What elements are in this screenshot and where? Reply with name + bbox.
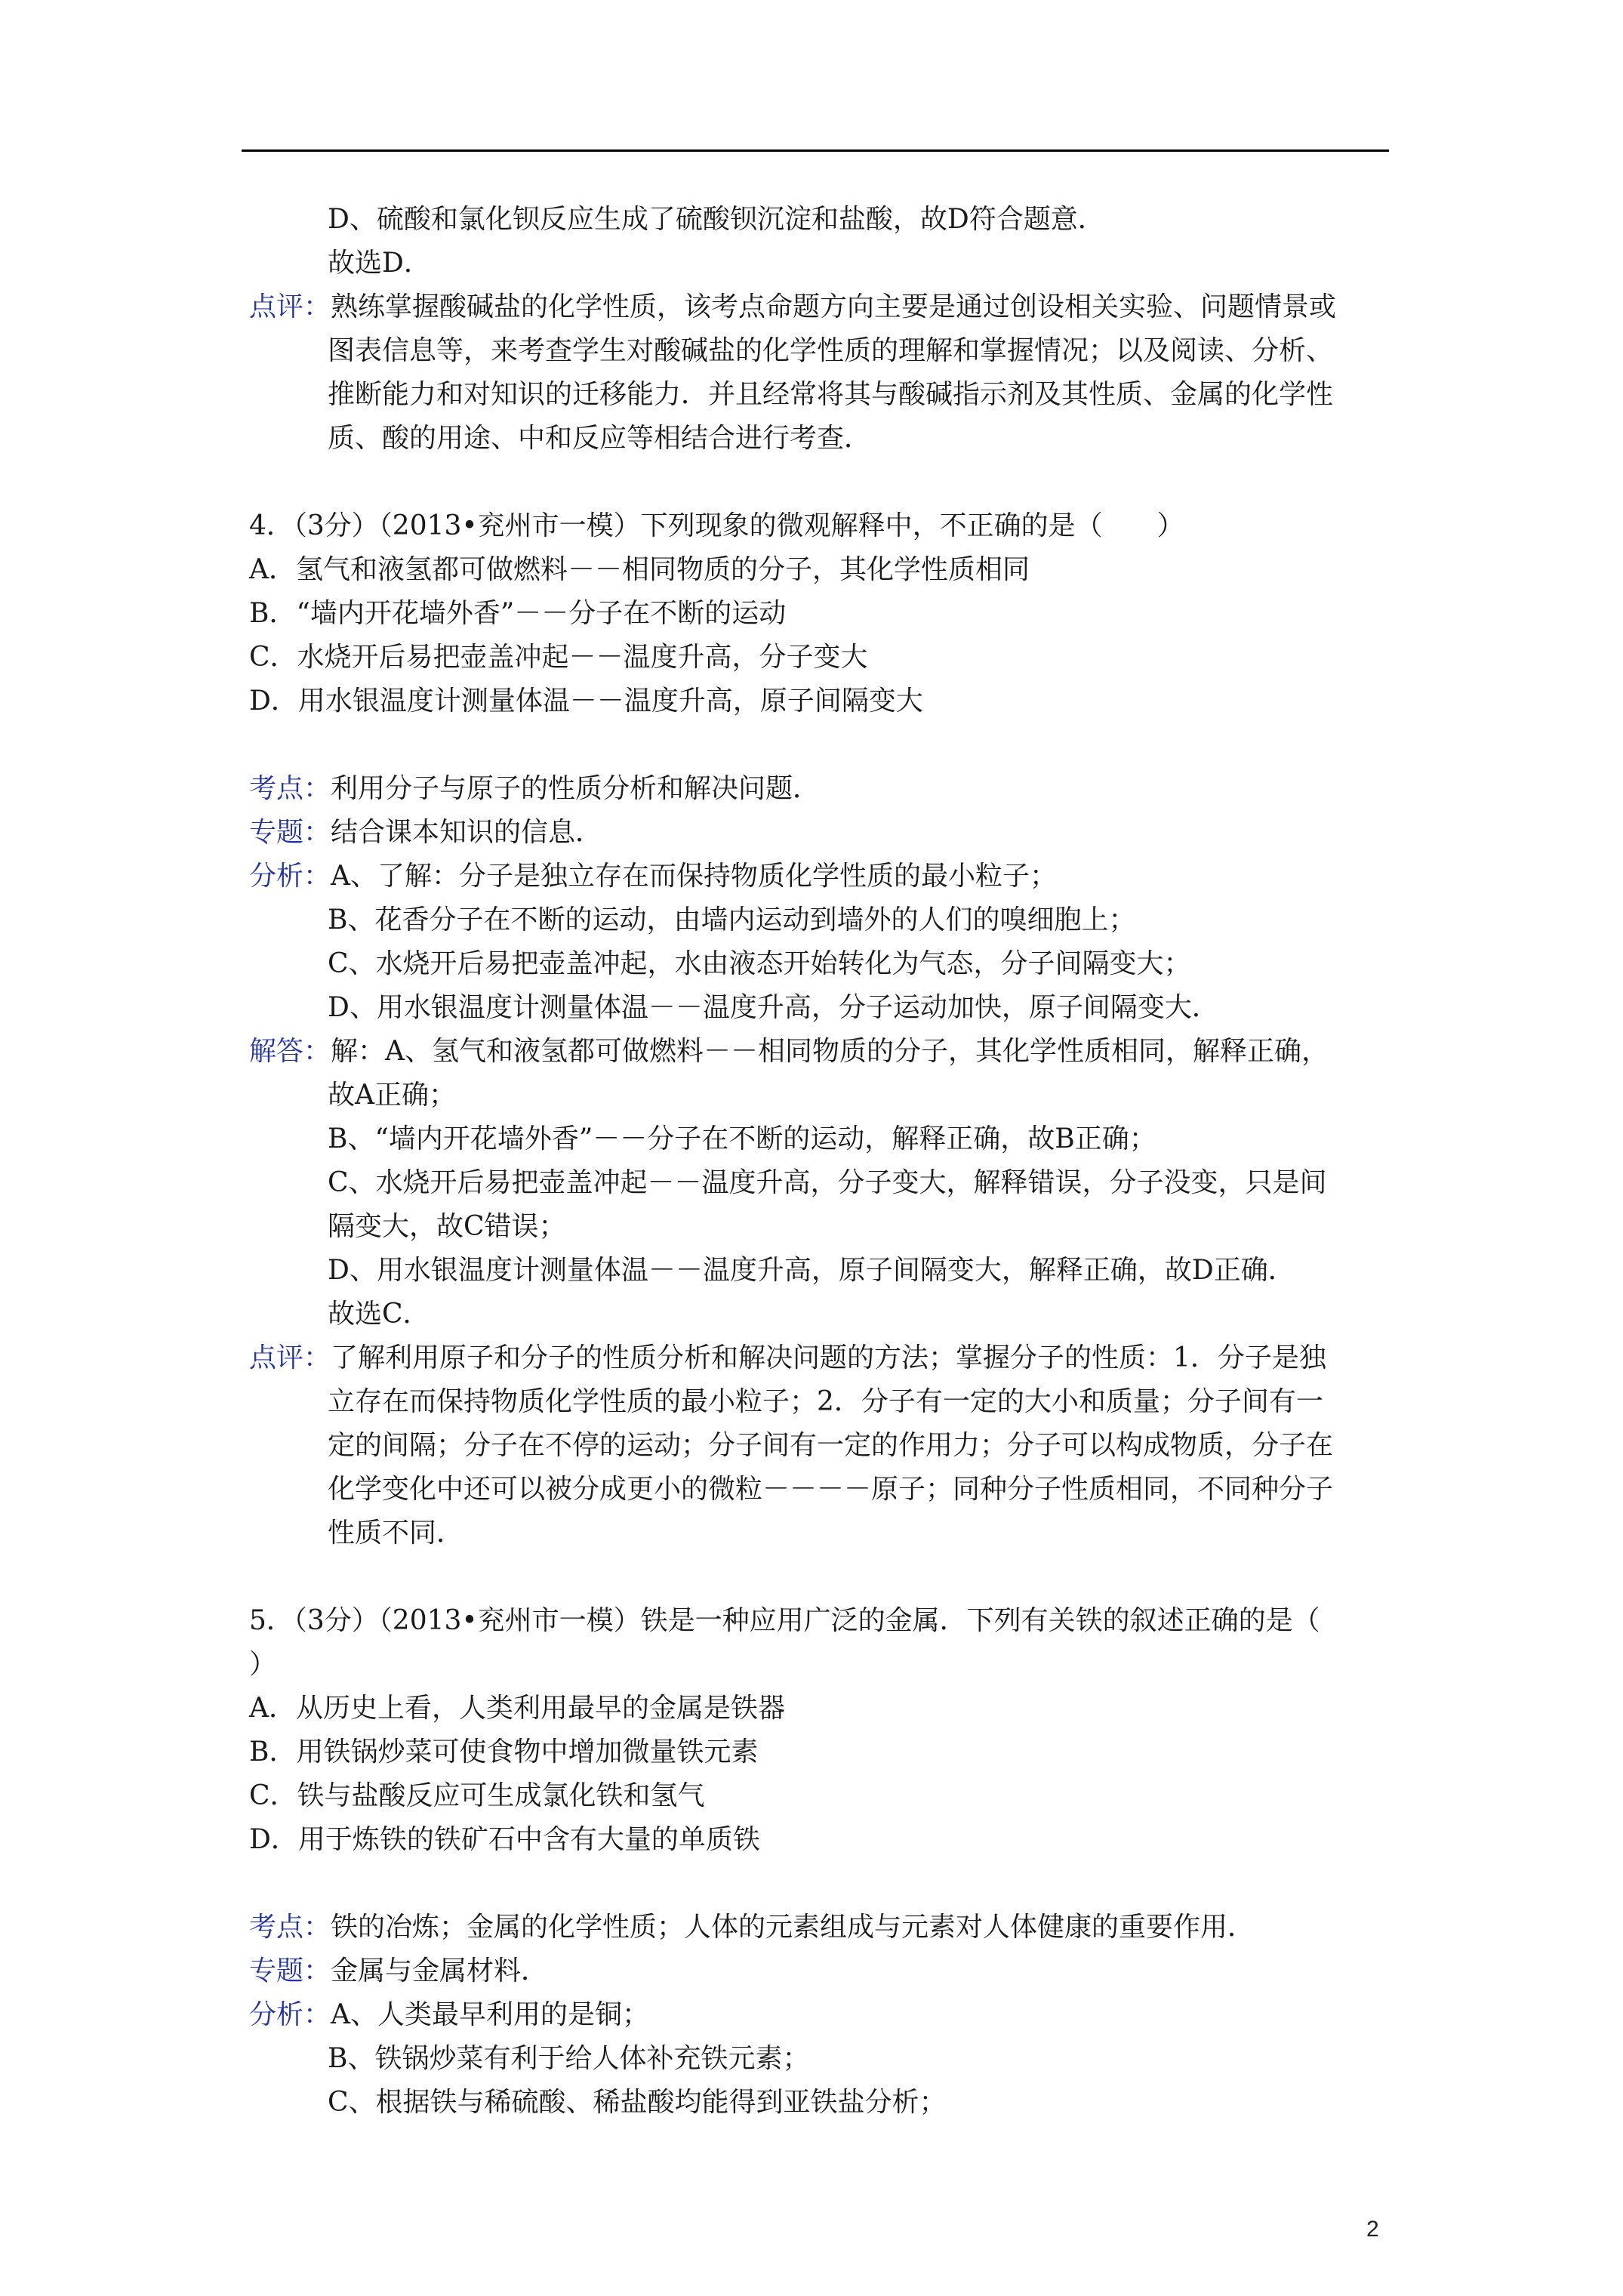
section-label: 专题： bbox=[249, 817, 331, 848]
labeled-line bbox=[249, 1949, 1389, 1993]
section-label: 专题： bbox=[249, 1955, 331, 1986]
section-label: 考点： bbox=[249, 773, 331, 804]
question-line: C．铁与盐酸反应可生成氯化铁和氢气 bbox=[249, 1780, 705, 1811]
question-line: B．“墙内开花墙外香”－－分子在不断的运动 bbox=[249, 598, 787, 629]
page-number: 2 bbox=[1366, 2217, 1379, 2242]
indented-line: B、“墙内开花墙外香”－－分子在不断的运动，解释正确，故B正确； bbox=[328, 1123, 1156, 1154]
labeled-line bbox=[249, 1336, 1389, 1380]
labeled-line bbox=[249, 811, 1389, 855]
section-label: 点评： bbox=[249, 291, 331, 322]
indented-line: D、硫酸和氯化钡反应生成了硫酸钡沉淀和盐酸，故D符合题意． bbox=[328, 204, 1105, 235]
question-line: D．用水银温度计测量体温－－温度升高，原子间隔变大 bbox=[249, 686, 923, 717]
labeled-line bbox=[249, 285, 1389, 329]
question-line: A．从历史上看，人类利用最早的金属是铁器 bbox=[249, 1693, 785, 1724]
question-line: D．用于炼铁的铁矿石中含有大量的单质铁 bbox=[249, 1824, 760, 1855]
indented-line: 推断能力和对知识的迁移能力．并且经常将其与酸碱指示剂及其性质、金属的化学性 bbox=[328, 379, 1334, 410]
question-line: 4．（3分）（2013•兖州市一模）下列现象的微观解释中，不正确的是（ ） bbox=[249, 510, 1184, 541]
indented-line: B、铁锅炒菜有利于给人体补充铁元素； bbox=[328, 2043, 810, 2074]
paragraph-gap bbox=[249, 723, 1389, 767]
indented-line: C、水烧开后易把壶盖冲起－－温度升高，分子变大，解释错误，分子没变，只是间 bbox=[328, 1167, 1327, 1198]
indented-line: D、用水银温度计测量体温－－温度升高，分子运动加快，原子间隔变大． bbox=[328, 992, 1219, 1023]
indented-line: C、根据铁与稀硫酸、稀盐酸均能得到亚铁盐分析； bbox=[328, 2087, 947, 2118]
labeled-line bbox=[249, 1993, 1389, 2037]
indented-line: B、花香分子在不断的运动，由墙内运动到墙外的人们的嗅细胞上； bbox=[328, 905, 1136, 935]
section-label: 点评： bbox=[249, 1342, 331, 1373]
section-label: 分析： bbox=[249, 1999, 331, 2030]
indented-line: 故A正确； bbox=[328, 1080, 456, 1111]
labeled-line bbox=[249, 1030, 1389, 1074]
indented-line: 化学变化中还可以被分成更小的微粒－－－－原子；同种分子性质相同，不同种分子 bbox=[328, 1474, 1334, 1505]
line-text: 解：A、氢气和液氢都可做燃料－－相同物质的分子，其化学性质相同，解释正确， bbox=[331, 1036, 1329, 1067]
line-text: A、了解：分子是独立存在而保持物质化学性质的最小粒子； bbox=[331, 861, 1058, 892]
labeled-line bbox=[249, 1906, 1389, 1949]
paragraph-gap bbox=[249, 1555, 1389, 1599]
section-label: 考点： bbox=[249, 1912, 331, 1943]
question-line: C．水烧开后易把壶盖冲起－－温度升高，分子变大 bbox=[249, 642, 868, 673]
section-label: 分析： bbox=[249, 861, 331, 892]
paragraph-gap bbox=[249, 461, 1389, 504]
section-label: 解答： bbox=[249, 1036, 331, 1067]
indented-line: 立存在而保持物质化学性质的最小粒子；2．分子有一定的大小和质量；分子间有一 bbox=[328, 1386, 1323, 1417]
indented-line: 定的间隔；分子在不停的运动；分子间有一定的作用力；分子可以构成物质，分子在 bbox=[328, 1430, 1334, 1461]
line-text: 金属与金属材料． bbox=[331, 1955, 549, 1986]
line-text: 了解利用原子和分子的性质分析和解决问题的方法；掌握分子的性质：1．分子是独 bbox=[331, 1342, 1326, 1373]
header-rule bbox=[242, 149, 1389, 152]
labeled-line bbox=[249, 855, 1389, 898]
document-body bbox=[249, 198, 1389, 2125]
indented-line: 隔变大，故C错误； bbox=[328, 1211, 566, 1242]
line-text: 结合课本知识的信息． bbox=[331, 817, 603, 848]
indented-line: 性质不同． bbox=[328, 1518, 464, 1549]
labeled-line bbox=[249, 767, 1389, 811]
question-line: A．氢气和液氢都可做燃料－－相同物质的分子，其化学性质相同 bbox=[249, 554, 1030, 585]
indented-line: 故选C． bbox=[328, 1299, 430, 1330]
indented-line: 图表信息等，来考查学生对酸碱盐的化学性质的理解和掌握情况；以及阅读、分析、 bbox=[328, 335, 1334, 366]
question-line: ） bbox=[249, 1649, 277, 1680]
indented-line: C、水烧开后易把壶盖冲起，水由液态开始转化为气态，分子间隔变大； bbox=[328, 948, 1191, 979]
line-text: 铁的冶炼；金属的化学性质；人体的元素组成与元素对人体健康的重要作用． bbox=[331, 1912, 1255, 1943]
indented-line: 故选D． bbox=[328, 248, 431, 279]
question-line: B．用铁锅炒菜可使食物中增加微量铁元素 bbox=[249, 1737, 759, 1767]
line-text: 利用分子与原子的性质分析和解决问题． bbox=[331, 773, 821, 804]
indented-line: 质、酸的用途、中和反应等相结合进行考查． bbox=[328, 423, 872, 454]
line-text: A、人类最早利用的是铜； bbox=[331, 1999, 650, 2030]
question-line: 5．（3分）（2013•兖州市一模）铁是一种应用广泛的金属．下列有关铁的叙述正确的是（ bbox=[249, 1605, 1320, 1636]
indented-line: D、用水银温度计测量体温－－温度升高，原子间隔变大，解释正确，故D正确． bbox=[328, 1255, 1295, 1286]
line-text: 熟练掌握酸碱盐的化学性质，该考点命题方向主要是通过创设相关实验、问题情景或 bbox=[331, 291, 1337, 322]
paragraph-gap bbox=[249, 1862, 1389, 1906]
